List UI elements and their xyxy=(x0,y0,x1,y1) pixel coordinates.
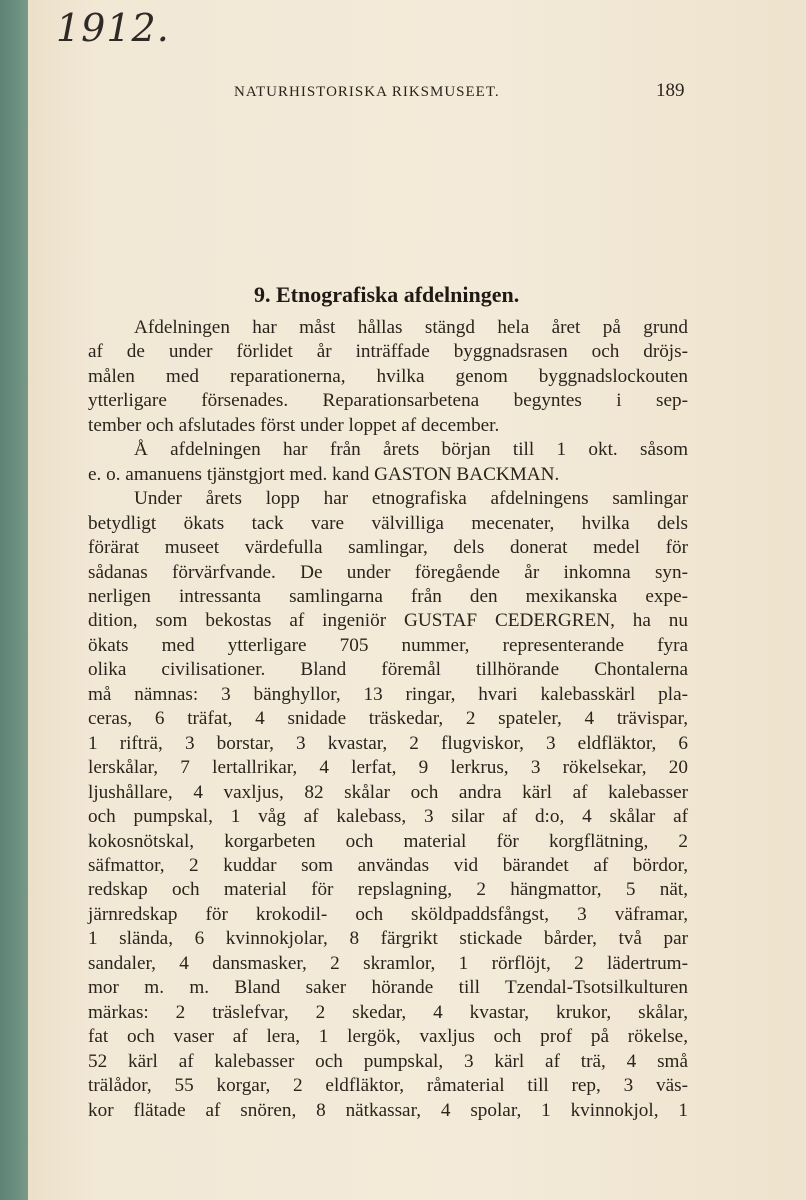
text-line: kokosnötskal, korgarbeten och material för korgflätning, 2 xyxy=(88,830,688,852)
body-text xyxy=(88,316,688,1123)
text-line: fat och vaser af lera, 1 lergök, vaxljus och prof på rökelse, xyxy=(88,1026,688,1048)
text-line: olika civilisationer. Bland föremål tillhörande Chontalerna xyxy=(88,659,688,681)
text-line: ytterligare försenades. Reparationsarbetena begyntes i sep- xyxy=(88,390,688,412)
text-line: lerskålar, 7 lertallrikar, 4 lerfat, 9 lerkrus, 3 rökelsekar, 20 xyxy=(88,757,688,779)
text-line: och pumpskal, 1 våg af kalebass, 3 silar af d:o, 4 skålar af xyxy=(88,806,688,828)
text-line: betydligt ökats tack vare välvilliga mecenater, hvilka dels xyxy=(88,512,688,534)
text-line: 1 slända, 6 kvinnokjolar, 8 färgrikt stickade bårder, två par xyxy=(88,928,688,950)
text-line: dition, som bekostas af ingeniör GUSTAF CEDERGREN, ha nu xyxy=(88,610,688,632)
binding-strip xyxy=(0,0,28,1200)
text-line: sådanas förvärfvande. De under föregående år inkomna syn- xyxy=(88,561,688,583)
running-head: NATURHISTORISKA RIKSMUSEET. xyxy=(234,84,500,100)
section-title: 9. Etnografiska afdelningen. xyxy=(254,282,520,307)
handwritten-note: 1912. xyxy=(56,6,170,50)
text-line: e. o. amanuens tjänstgjort med. kand GASTON BACKMAN. xyxy=(88,463,560,485)
text-line: mor m. m. Bland saker hörande till Tzendal-Tsotsilkulturen xyxy=(88,977,688,999)
text-line: målen med reparationerna, hvilka genom byggnadslockouten xyxy=(88,365,688,387)
text-line: tember och afslutades först under loppet af december. xyxy=(88,414,500,436)
text-line: förärat museet värdefulla samlingar, dels donerat medel för xyxy=(88,537,688,559)
text-line: Afdelningen har måst hållas stängd hela året på grund xyxy=(134,317,688,338)
text-line: af de under förlidet år inträffade byggnadsrasen och dröjs- xyxy=(88,341,688,363)
text-line: sandaler, 4 dansmasker, 2 skramlor, 1 rörflöjt, 2 lädertrum- xyxy=(88,952,688,974)
text-line: 52 kärl af kalebasser och pumpskal, 3 kärl af trä, 4 små xyxy=(88,1050,688,1072)
text-line: säfmattor, 2 kuddar som användas vid bärandet af bördor, xyxy=(88,854,688,876)
text-line: ceras, 6 träfat, 4 snidade träskedar, 2 spateler, 4 trävispar, xyxy=(88,708,688,730)
page-number: 189 xyxy=(656,80,685,101)
text-line: kor flätade af snören, 8 nätkassar, 4 spolar, 1 kvinnokjol, 1 xyxy=(88,1099,688,1121)
text-line: trälådor, 55 korgar, 2 eldfläktor, råmaterial till rep, 3 väs- xyxy=(88,1075,688,1097)
text-line: ljushållare, 4 vaxljus, 82 skålar och andra kärl af kalebasser xyxy=(88,781,688,803)
text-line: ökats med ytterligare 705 nummer, representerande fyra xyxy=(88,634,688,656)
text-line: nerligen intressanta samlingarna från den mexikanska expe- xyxy=(88,585,688,607)
text-line: Å afdelningen har från årets början till 1 okt. såsom xyxy=(134,439,688,461)
text-line: må nämnas: 3 bänghyllor, 13 ringar, hvari kalebasskärl pla- xyxy=(88,683,688,705)
text-line: märkas: 2 träslefvar, 2 skedar, 4 kvastar, krukor, skålar, xyxy=(88,1001,688,1023)
text-line: Under årets lopp har etnografiska afdelningens samlingar xyxy=(134,488,688,510)
text-line: redskap och material för repslagning, 2 hängmattor, 5 nät, xyxy=(88,879,688,901)
text-line: 1 rifträ, 3 borstar, 3 kvastar, 2 flugviskor, 3 eldfläktor, 6 xyxy=(88,732,688,754)
text-line: järnredskap för krokodil- och sköldpaddsfångst, 3 väframar, xyxy=(88,903,688,925)
